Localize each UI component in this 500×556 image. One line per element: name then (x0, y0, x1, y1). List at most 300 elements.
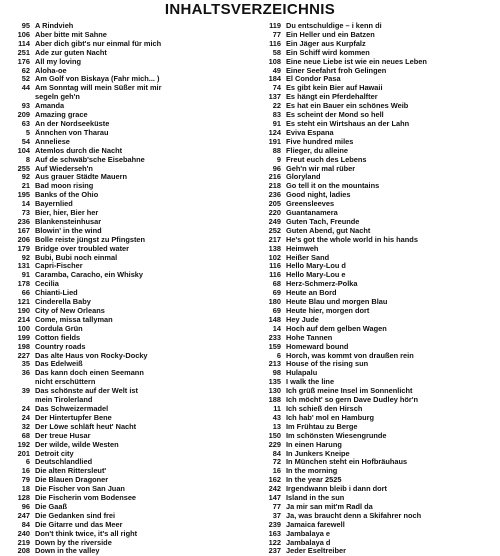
song-title: House of the rising sun (286, 360, 369, 369)
song-title: Hoch auf dem gelben Wagen (286, 324, 387, 333)
song-title: Island in the sun (286, 494, 345, 503)
page-number: 130 (268, 386, 281, 396)
page-number: 116 (269, 38, 281, 48)
song-title: Atemlos durch die Nacht (35, 146, 123, 155)
index-entry (4, 512, 234, 521)
song-title: Im schönsten Wiesengrunde (286, 431, 387, 440)
page-number: 73 (21, 208, 30, 218)
index-entry (4, 441, 234, 450)
index-entry (255, 49, 485, 58)
left-index-column (4, 22, 234, 556)
song-title: Das kann doch einen Seemann (35, 369, 144, 378)
song-title: nicht erschüttern (35, 378, 96, 387)
page-number: 24 (21, 412, 30, 422)
index-entry (4, 111, 234, 120)
song-title: Der Hintertupfer Bene (35, 413, 112, 422)
index-entry (4, 31, 234, 40)
index-entry (4, 450, 234, 459)
page-number: 35 (21, 359, 30, 369)
index-entry (255, 485, 485, 494)
index-entry (4, 67, 234, 76)
index-entry (4, 378, 234, 387)
index-entry (255, 316, 485, 325)
song-title: Aloha-oe (35, 66, 67, 75)
page-number: 14 (272, 323, 281, 333)
page-number: 92 (21, 252, 30, 262)
page-number: 131 (17, 261, 30, 271)
song-title: Heute hier, morgen dort (286, 307, 370, 315)
index-entry (255, 530, 485, 539)
page-number: 54 (21, 136, 30, 146)
index-entry (4, 40, 234, 49)
index-entry (255, 360, 485, 369)
song-title: Irgendwann bleib i dann dort (286, 485, 388, 494)
song-title: Hello Mary-Lou d (286, 262, 346, 271)
index-entry (4, 75, 234, 84)
song-title: Go tell it on the mountains (286, 182, 380, 191)
song-title: Ja, was braucht denn a Skifahrer noch (286, 511, 422, 520)
song-title: Hulapalu (286, 369, 318, 378)
page-number: 49 (272, 65, 281, 75)
song-title: Die Fischerin vom Bodensee (35, 494, 137, 503)
index-entry (255, 396, 485, 405)
index-entry (4, 547, 234, 556)
page-number: 92 (21, 172, 30, 182)
page-number: 208 (17, 546, 30, 556)
song-title: Jamaica farewell (286, 520, 345, 529)
page-number: 247 (17, 510, 30, 520)
index-entry (255, 298, 485, 307)
song-title: Aber bitte mit Sahne (35, 30, 107, 39)
song-title: Down by the riverside (35, 538, 112, 547)
index-entry (4, 156, 234, 165)
song-title: Greensleeves (286, 200, 335, 209)
page-number: 96 (272, 163, 281, 173)
page-number: 93 (21, 101, 30, 111)
index-entry (4, 102, 234, 111)
page-number: 106 (17, 29, 30, 39)
song-title: Five hundred miles (286, 137, 354, 146)
index-entry (255, 432, 485, 441)
page-number: 6 (25, 457, 30, 467)
index-entry (255, 254, 485, 263)
index-entry (4, 289, 234, 298)
song-title: Down in the valley (35, 547, 100, 556)
index-entry (255, 289, 485, 298)
index-entry (255, 129, 485, 138)
page-number: 114 (18, 38, 30, 48)
song-title: City of New Orleans (35, 307, 105, 315)
page-number: 137 (268, 92, 281, 102)
page-number: 84 (21, 519, 30, 529)
song-title: In the year 2525 (286, 476, 342, 485)
page-number: 237 (268, 546, 281, 556)
page-number: 167 (17, 225, 30, 235)
song-title: Der wilde, wilde Westen (35, 440, 119, 449)
index-entry (255, 236, 485, 245)
page-number: 255 (17, 163, 30, 173)
index-entry (255, 262, 485, 271)
page-number: 21 (21, 181, 30, 191)
index-entry (4, 476, 234, 485)
song-title: Aber dich gibt's nur einmal für mich (35, 39, 162, 48)
page-number: 100 (17, 323, 30, 333)
page-number: 236 (17, 216, 30, 226)
song-title: Aus grauer Städte Mauern (35, 173, 127, 182)
page-number: 52 (21, 74, 30, 84)
page-number: 108 (268, 56, 281, 66)
index-entry (255, 40, 485, 49)
page-number: 32 (21, 421, 30, 431)
page-number: 249 (268, 216, 281, 226)
index-entry (4, 360, 234, 369)
index-entry (255, 352, 485, 361)
index-entry (4, 369, 234, 378)
page-number: 217 (268, 234, 281, 244)
page-number: 62 (21, 65, 30, 75)
page-number: 16 (272, 466, 281, 476)
index-entry (255, 387, 485, 396)
song-title: Don't think twice, it's all right (35, 529, 138, 538)
index-entry (4, 138, 234, 147)
song-title: Bad moon rising (35, 182, 94, 191)
song-title: Blankensteinhusar (35, 217, 102, 226)
song-title: Die Fischer von San Juan (35, 485, 125, 494)
index-entry (4, 173, 234, 182)
index-entry (4, 262, 234, 271)
page-number: 198 (17, 341, 30, 351)
song-title: Die alten Rittersleut' (35, 467, 107, 476)
index-entry (255, 138, 485, 147)
song-title: Im Frühtau zu Berge (286, 422, 358, 431)
page-number: 206 (17, 234, 30, 244)
index-entry (255, 378, 485, 387)
song-title: Chianti-Lied (35, 289, 78, 298)
song-title: mein Tirolerland (35, 396, 93, 405)
song-title: Bolle reiste jüngst zu Pfingsten (35, 235, 146, 244)
index-entry (255, 245, 485, 254)
song-title: Ich hab' mol en Hamburg (286, 413, 374, 422)
song-title: Hello Mary-Lou e (286, 271, 346, 280)
page-number: 188 (268, 395, 281, 405)
song-title: Ich schieß den Hirsch (286, 404, 363, 413)
index-entry (255, 467, 485, 476)
index-entry (255, 414, 485, 423)
page-number: 39 (21, 386, 30, 396)
page-number: 11 (273, 403, 281, 413)
page-number: 195 (17, 190, 30, 200)
page-number: 209 (17, 110, 30, 120)
song-title: Cinderella Baby (35, 298, 91, 307)
index-entry (4, 414, 234, 423)
page-number: 95 (21, 21, 30, 30)
song-title: Capri-Fischer (35, 262, 83, 271)
page-number: 163 (268, 528, 281, 538)
page-number: 176 (17, 56, 30, 66)
index-entry (255, 31, 485, 40)
page-number (4, 378, 35, 387)
index-entry (255, 494, 485, 503)
page-number: 119 (269, 21, 281, 30)
index-entry (4, 494, 234, 503)
index-entry (4, 539, 234, 548)
page-number: 124 (268, 127, 281, 137)
index-entry (4, 147, 234, 156)
page-number: 68 (272, 279, 281, 289)
song-title: Das schönste auf der Welt ist (35, 387, 138, 396)
song-title: Am Sonntag will mein Süßer mit mir (35, 84, 162, 93)
song-title: Guten Abend, gut Nacht (286, 226, 371, 235)
page-number: 68 (21, 430, 30, 440)
song-title: Gloryland (286, 173, 321, 182)
page-number: 91 (21, 270, 30, 280)
page-number: 9 (276, 154, 281, 164)
page-number: 69 (272, 306, 281, 315)
song-title: Es scheint der Mond so hell (286, 111, 384, 120)
page-number: 88 (272, 145, 281, 155)
index-entry (4, 405, 234, 414)
page-number: 18 (21, 484, 30, 494)
song-title: Blowin' in the wind (35, 226, 102, 235)
page-number: 233 (268, 332, 281, 342)
song-title: In München steht ein Hofbräuhaus (286, 458, 408, 467)
page-number: 44 (21, 83, 30, 93)
index-entry (255, 441, 485, 450)
index-entry (255, 22, 485, 31)
page-number: 147 (268, 493, 281, 503)
index-entry (4, 165, 234, 174)
index-entry (255, 450, 485, 459)
index-entry (4, 307, 234, 316)
song-title: Jambalaya d (286, 538, 331, 547)
page-number: 190 (17, 306, 30, 315)
page-number: 104 (17, 145, 30, 155)
song-title: Detroit city (35, 449, 74, 458)
page-number: 239 (268, 519, 281, 529)
song-title: In Junkers Kneipe (286, 449, 350, 458)
page-number: 227 (17, 350, 30, 360)
song-title: Heißer Sand (286, 253, 330, 262)
song-title: Guten Tach, Freunde (286, 217, 360, 226)
song-title: Der Löwe schläft heut' Nacht (35, 422, 137, 431)
index-entry (255, 369, 485, 378)
index-entry (4, 236, 234, 245)
index-entry (255, 147, 485, 156)
song-title: Ich grüß meine Insel im Sonnenlicht (286, 387, 413, 396)
index-entry (255, 218, 485, 227)
page-number (4, 396, 35, 405)
page-number: 240 (17, 528, 30, 538)
song-title: Bridge over troubled water (35, 244, 130, 253)
page-number: 184 (268, 74, 281, 84)
song-title: Geh'n wir mal rüber (286, 164, 356, 173)
page-number: 58 (272, 47, 281, 57)
index-entry (4, 58, 234, 67)
page-number: 135 (268, 377, 281, 387)
index-entry (255, 343, 485, 352)
index-entry (4, 254, 234, 263)
page-number: 74 (272, 83, 281, 93)
index-entry (255, 165, 485, 174)
index-entry (255, 458, 485, 467)
index-entry (4, 280, 234, 289)
index-entry (255, 503, 485, 512)
page-number: 102 (268, 252, 281, 262)
song-title: Flieger, du alleine (286, 146, 349, 155)
song-title: Jambalaya e (286, 529, 330, 538)
song-title: Ein Jäger aus Kurpfalz (286, 39, 366, 48)
page-number: 178 (17, 279, 30, 289)
page-number: 251 (17, 47, 30, 57)
song-title: Cecilia (35, 280, 59, 289)
page-number: 216 (268, 172, 281, 182)
song-title: Caramba, Caracho, ein Whisky (35, 271, 144, 280)
song-title: Hohe Tannen (286, 333, 333, 342)
index-entry (4, 271, 234, 280)
song-title: Cotton fields (35, 333, 81, 342)
page-number (4, 93, 35, 102)
page-number: 98 (272, 368, 281, 378)
page-number: 201 (17, 448, 30, 458)
index-entry (4, 120, 234, 129)
page-number: 37 (272, 510, 281, 520)
index-entry (4, 209, 234, 218)
page-number: 14 (21, 199, 30, 209)
song-title: Die Gedanken sind frei (35, 511, 116, 520)
page-number: 36 (21, 368, 30, 378)
index-entry (4, 458, 234, 467)
song-title: Bier, hier, Bier her (35, 209, 99, 218)
song-title: I walk the line (286, 378, 335, 387)
song-title: Amanda (35, 102, 65, 111)
index-entry (255, 325, 485, 334)
song-title: He's got the whole world in his hands (286, 235, 418, 244)
song-title: Bubi, Bubi noch einmal (35, 253, 118, 262)
index-entry (255, 307, 485, 316)
right-index-column (255, 22, 485, 556)
index-entry (4, 218, 234, 227)
index-entry (255, 102, 485, 111)
page-number: 128 (17, 493, 30, 503)
page-number: 191 (268, 136, 281, 146)
page-number: 213 (268, 359, 281, 369)
index-entry (4, 84, 234, 93)
index-entry (4, 22, 234, 31)
page-number: 66 (21, 288, 30, 298)
page-number: 16 (21, 466, 30, 476)
index-entry (255, 512, 485, 521)
page-number: 159 (268, 341, 281, 351)
page-number: 91 (272, 118, 281, 128)
index-entry (4, 200, 234, 209)
index-entry (4, 93, 234, 102)
song-title: Das Edelweiß (35, 360, 83, 369)
page-number: 205 (268, 199, 281, 209)
song-title: Die Blauen Dragoner (35, 476, 109, 485)
song-title: Deutschlandlied (35, 458, 93, 467)
page-number: 79 (21, 475, 30, 485)
song-title: Es steht ein Wirtshaus an der Lahn (286, 119, 410, 128)
page-number: 6 (276, 350, 281, 360)
index-entry (255, 521, 485, 530)
index-entry (4, 334, 234, 343)
index-entry (4, 521, 234, 530)
index-entry (255, 227, 485, 236)
index-entry (4, 325, 234, 334)
index-entry (4, 387, 234, 396)
index-entry (255, 67, 485, 76)
index-entry (255, 182, 485, 191)
song-title: Die Gaaß (35, 502, 68, 511)
song-title: Horch, was kommt von draußen rein (286, 351, 414, 360)
page-number: 8 (25, 154, 30, 164)
page-number: 43 (272, 412, 281, 422)
song-title: Auf de schwäb'sche Eisebahne (35, 155, 145, 164)
page-number: 219 (17, 537, 30, 547)
song-title: Amazing grace (35, 111, 88, 120)
index-entry (255, 271, 485, 280)
page-number: 24 (21, 403, 30, 413)
index-entry (4, 245, 234, 254)
song-title: Auf Wiederseh'n (35, 164, 93, 173)
page-number: 229 (268, 439, 281, 449)
index-entry (255, 280, 485, 289)
index-entry (255, 547, 485, 556)
song-title: Hey Jude (286, 315, 319, 324)
index-entry (4, 467, 234, 476)
index-entry (4, 396, 234, 405)
song-title: Jeder Eseltreiber (286, 547, 346, 556)
song-title: Ännchen von Tharau (35, 128, 109, 137)
song-title: Homeward bound (286, 342, 349, 351)
song-title: Ade zur guten Nacht (35, 48, 107, 57)
song-title: In the morning (286, 467, 338, 476)
index-entry (255, 84, 485, 93)
page-number: 220 (268, 208, 281, 218)
page-number: 63 (21, 118, 30, 128)
page-number: 13 (272, 421, 281, 431)
page-number: 116 (269, 261, 281, 271)
song-title: Am Golf von Biskaya (Fahr mich... ) (35, 75, 160, 84)
index-entry (4, 343, 234, 352)
index-entry (4, 191, 234, 200)
page-number: 150 (268, 430, 281, 440)
page-number: 84 (272, 448, 281, 458)
index-entry (255, 173, 485, 182)
index-entry (255, 209, 485, 218)
index-entry (255, 120, 485, 129)
index-entry (4, 352, 234, 361)
page-number: 116 (269, 270, 281, 280)
song-title: Ich möcht' so gern Dave Dudley hör'n (286, 396, 419, 405)
song-title: Heute an Bord (286, 289, 337, 298)
song-title: Freut euch des Lebens (286, 155, 367, 164)
index-entry (255, 423, 485, 432)
page-number: 83 (272, 110, 281, 120)
page-number: 148 (268, 314, 281, 324)
song-title: Ja mir san mit'm Radl da (286, 502, 373, 511)
song-title: Es hat ein Bauer ein schönes Weib (286, 102, 409, 111)
song-title: Es hängt ein Pferdehalfter (286, 93, 378, 102)
song-title: An der Nordseeküste (35, 119, 110, 128)
index-entry (255, 405, 485, 414)
song-title: Eine neue Liebe ist wie ein neues Leben (286, 57, 427, 66)
page-number: 180 (268, 297, 281, 307)
song-title: Einer Seefahrt froh Gelingen (286, 66, 387, 75)
song-title: Es gibt kein Bier auf Hawaii (286, 84, 383, 93)
index-entry (255, 476, 485, 485)
index-entry (255, 93, 485, 102)
